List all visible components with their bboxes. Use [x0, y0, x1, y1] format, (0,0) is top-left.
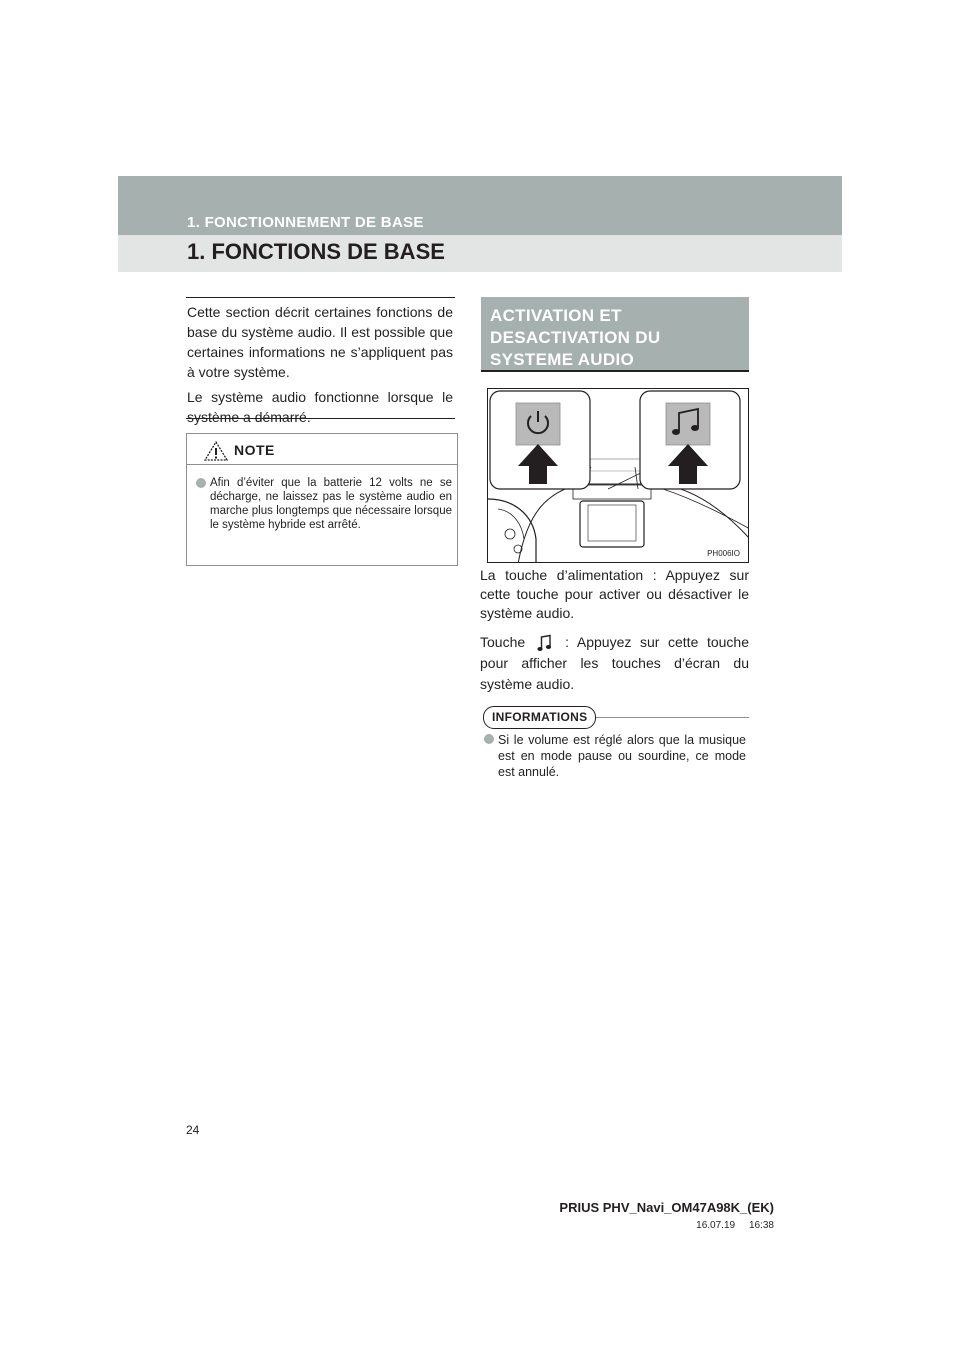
- note-title: NOTE: [234, 442, 275, 458]
- bullet-icon: [196, 478, 206, 488]
- info-text: Si le volume est réglé alors que la musique est en mode pause ou sourdine, ce mode est annulé.: [498, 733, 746, 779]
- section-label: 1. FONCTIONNEMENT DE BASE: [187, 214, 424, 231]
- power-button-description: La touche d’alimentation : Appuyez sur cette touche pour activer ou désactiver le système audio.: [480, 567, 749, 621]
- info-item: [484, 732, 746, 780]
- chapter-header: [118, 176, 842, 272]
- bullet-icon: [484, 734, 494, 744]
- note-text: Afin d’éviter que la batterie 12 volts ne se décharge, ne laissez pas le système audio en marche plus longtemps que nécessaire lorsque le système hybride est arrêté.: [210, 477, 452, 531]
- music-note-icon: [537, 634, 553, 652]
- dashboard-illustration: [487, 388, 749, 563]
- chapter-header-band: [118, 176, 842, 235]
- audio-button-description: [480, 632, 749, 695]
- info-divider: [595, 717, 749, 718]
- intro-paragraph: Le système audio fonctionne lorsque le système a démarré.: [187, 389, 453, 425]
- page-title: 1. FONCTIONS DE BASE: [187, 239, 445, 264]
- intro-box: [186, 297, 455, 425]
- note-item: [196, 476, 452, 532]
- warning-triangle-icon: [204, 441, 228, 461]
- intro-paragraph: Cette section décrit certaines fonctions de base du système audio. Il est possible que certaines informations ne s’appliquent pas à votre système.: [187, 304, 453, 380]
- note-header: [187, 434, 457, 465]
- figure-code: PH006IO: [707, 549, 740, 558]
- document-timestamp: 16.07.19 16:38: [696, 1220, 774, 1231]
- document-id: PRIUS PHV_Navi_OM47A98K_(EK): [559, 1200, 774, 1215]
- audio-prefix: Touche: [480, 634, 526, 650]
- dashboard-drawing: [488, 389, 749, 563]
- audio-description-text: : Appuyez sur cette touche pour afficher les touches d’écran du système audio.: [480, 634, 749, 692]
- page-number: 24: [186, 1123, 200, 1137]
- note-box: [186, 433, 458, 566]
- section-heading-box: [481, 297, 749, 372]
- section-heading: ACTIVATION ET DESACTIVATION DU SYSTEME AUDIO: [490, 306, 661, 369]
- info-label: INFORMATIONS: [483, 706, 596, 729]
